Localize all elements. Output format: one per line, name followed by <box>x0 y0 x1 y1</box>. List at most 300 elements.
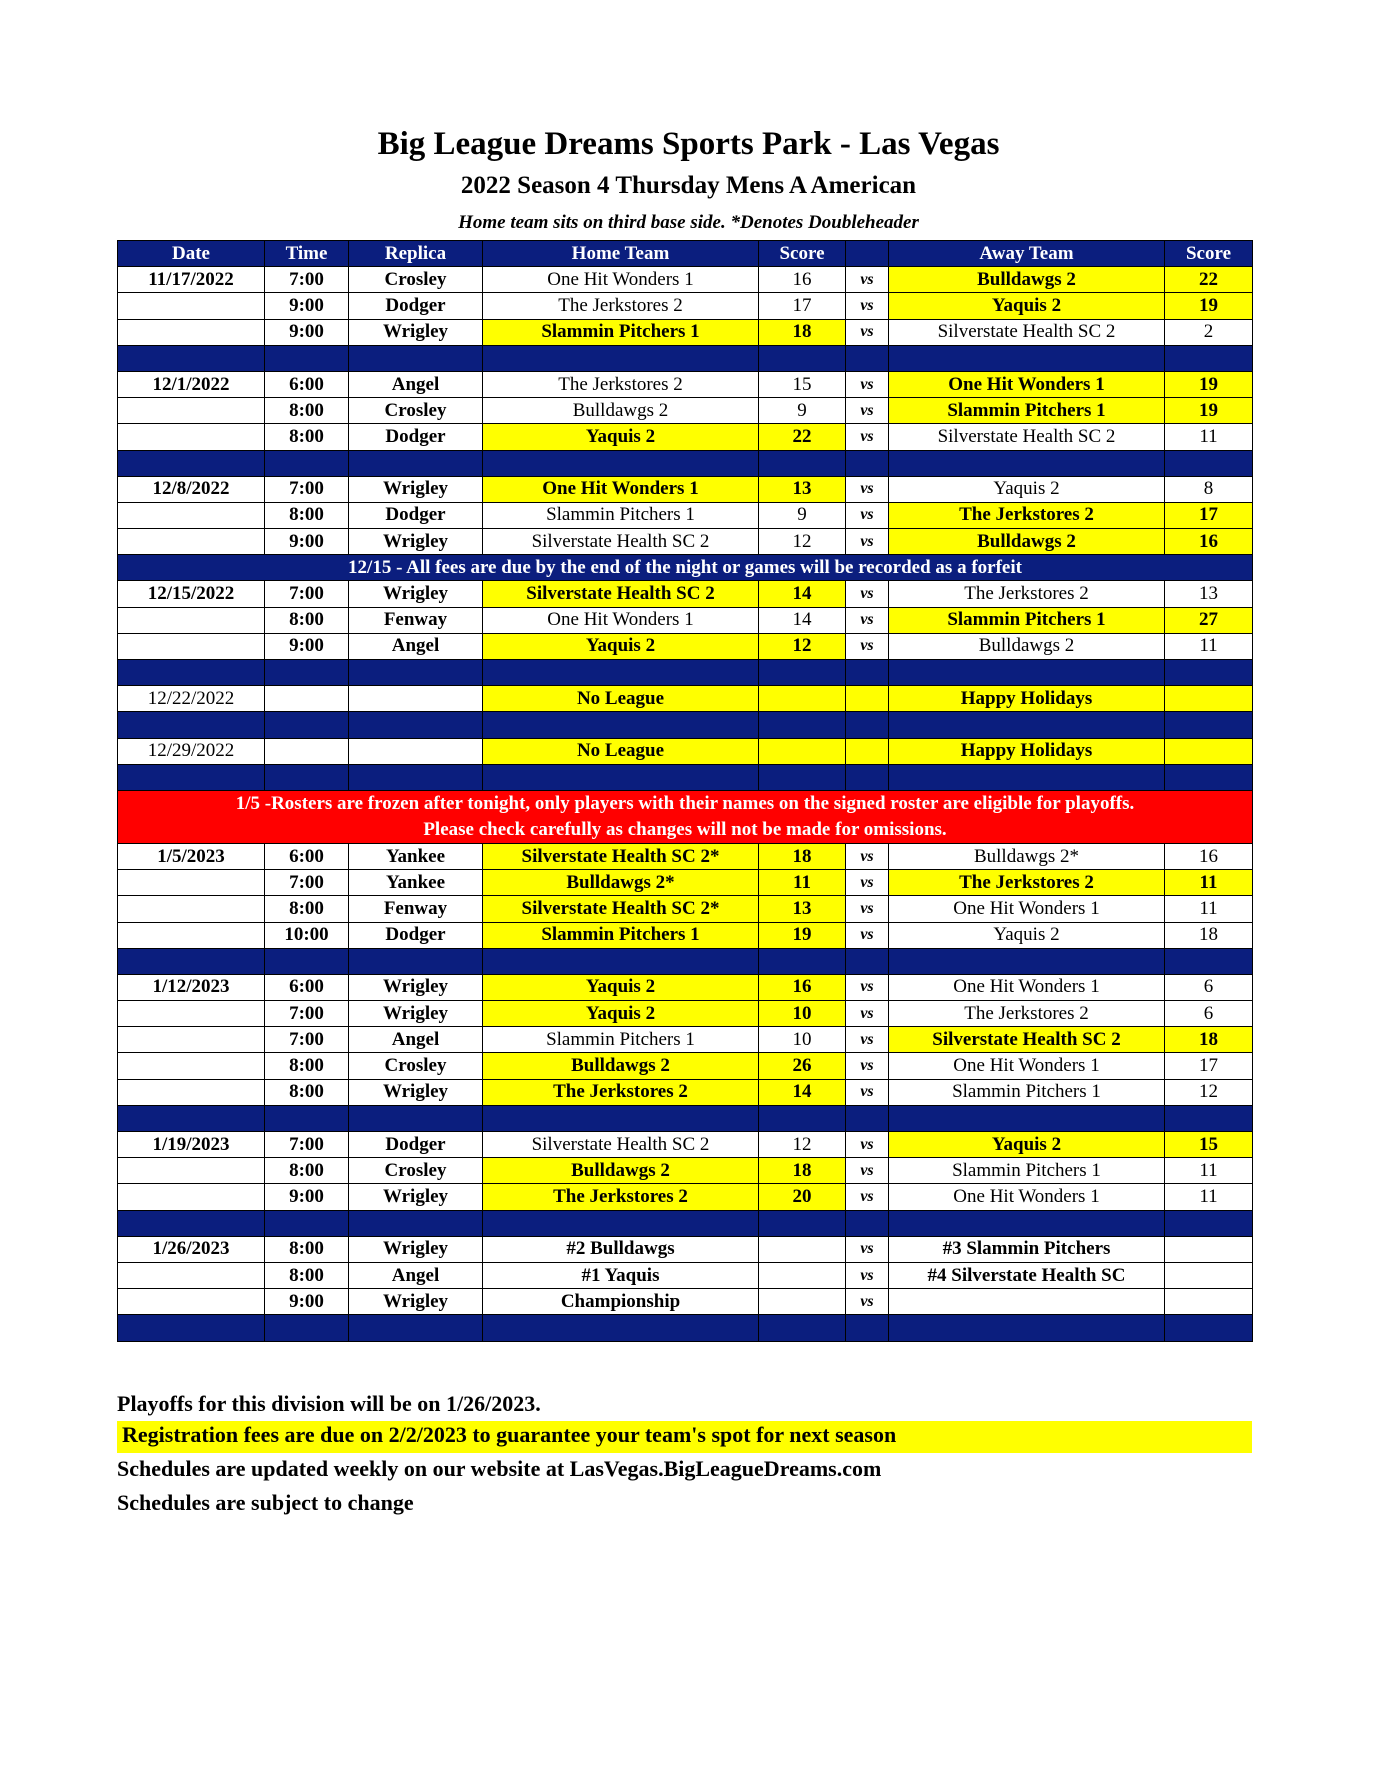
separator-cell <box>349 948 483 974</box>
home-team-cell: One Hit Wonders 1 <box>483 476 759 502</box>
website-notice: Schedules are updated weekly on our website at LasVegas.BigLeagueDreams.com <box>117 1456 882 1481</box>
away-team-cell: Bulldawgs 2 <box>889 633 1165 659</box>
separator-cell <box>1165 450 1253 476</box>
replica-cell <box>349 738 483 764</box>
time-cell: 6:00 <box>265 371 349 397</box>
home-score-cell <box>759 686 846 712</box>
vs-cell: vs <box>846 476 889 502</box>
schedule-table <box>117 240 1253 1342</box>
home-team-cell: The Jerkstores 2 <box>483 1079 759 1105</box>
date-cell <box>118 1262 265 1288</box>
vs-cell: vs <box>846 1027 889 1053</box>
away-team-cell: Yaquis 2 <box>889 476 1165 502</box>
separator-cell <box>1165 345 1253 371</box>
replica-cell: Wrigley <box>349 319 483 345</box>
home-score-cell: 12 <box>759 529 846 555</box>
header-replica: Replica <box>349 241 483 267</box>
away-score-cell: 11 <box>1165 896 1253 922</box>
table-header-row <box>118 241 1253 267</box>
separator-cell <box>118 1210 265 1236</box>
home-team-cell: Slammin Pitchers 1 <box>483 502 759 528</box>
away-score-cell <box>1165 1289 1253 1315</box>
vs-cell: vs <box>846 424 889 450</box>
separator-row <box>118 660 1253 686</box>
vs-cell: vs <box>846 1132 889 1158</box>
date-cell <box>118 1027 265 1053</box>
away-score-cell <box>1165 686 1253 712</box>
vs-cell: vs <box>846 1079 889 1105</box>
away-score-cell: 6 <box>1165 974 1253 1000</box>
date-cell: 1/26/2023 <box>118 1236 265 1262</box>
away-team-cell: One Hit Wonders 1 <box>889 371 1165 397</box>
separator-cell <box>759 1105 846 1131</box>
time-cell: 9:00 <box>265 1289 349 1315</box>
header-home-score: Score <box>759 241 846 267</box>
header-date: Date <box>118 241 265 267</box>
date-cell: 12/29/2022 <box>118 738 265 764</box>
home-team-cell: Bulldawgs 2 <box>483 1053 759 1079</box>
home-score-cell <box>759 1289 846 1315</box>
vs-cell: vs <box>846 1001 889 1027</box>
replica-cell: Crosley <box>349 1158 483 1184</box>
separator-cell <box>118 1315 265 1341</box>
home-score-cell: 18 <box>759 319 846 345</box>
home-score-cell: 11 <box>759 870 846 896</box>
separator-cell <box>759 660 846 686</box>
away-team-cell: Yaquis 2 <box>889 293 1165 319</box>
home-score-cell <box>759 738 846 764</box>
page-title: Big League Dreams Sports Park - Las Vegas <box>377 126 1000 162</box>
away-score-cell: 19 <box>1165 293 1253 319</box>
away-score-cell: 11 <box>1165 424 1253 450</box>
vs-cell: vs <box>846 581 889 607</box>
separator-row <box>118 450 1253 476</box>
separator-cell <box>1165 712 1253 738</box>
playoff-notice: Playoffs for this division will be on 1/26/2023. <box>117 1391 541 1416</box>
away-team-cell: Bulldawgs 2* <box>889 843 1165 869</box>
separator-cell <box>889 450 1165 476</box>
notice-line: 12/15 - All fees are due by the end of the night or games will be recorded as a forfeit <box>348 556 1022 578</box>
separator-cell <box>759 1210 846 1236</box>
home-team-cell: Slammin Pitchers 1 <box>483 1027 759 1053</box>
home-team-cell: Yaquis 2 <box>483 974 759 1000</box>
home-team-cell: One Hit Wonders 1 <box>483 607 759 633</box>
vs-cell: vs <box>846 896 889 922</box>
replica-cell: Wrigley <box>349 529 483 555</box>
home-team-cell: Bulldawgs 2 <box>483 398 759 424</box>
home-score-cell: 13 <box>759 896 846 922</box>
game-row <box>118 974 1253 1000</box>
replica-cell: Wrigley <box>349 1079 483 1105</box>
vs-cell <box>846 686 889 712</box>
replica-cell: Yankee <box>349 843 483 869</box>
home-score-cell: 16 <box>759 974 846 1000</box>
separator-cell <box>265 660 349 686</box>
game-row <box>118 371 1253 397</box>
separator-cell <box>759 1315 846 1341</box>
separator-cell <box>349 712 483 738</box>
home-score-cell: 19 <box>759 922 846 948</box>
header-away-score: Score <box>1165 241 1253 267</box>
separator-cell <box>889 712 1165 738</box>
date-cell <box>118 870 265 896</box>
replica-cell: Angel <box>349 633 483 659</box>
away-team-cell: Silverstate Health SC 2 <box>889 1027 1165 1053</box>
separator-cell <box>483 450 759 476</box>
game-row <box>118 502 1253 528</box>
time-cell: 8:00 <box>265 1236 349 1262</box>
replica-cell: Dodger <box>349 502 483 528</box>
vs-cell <box>846 738 889 764</box>
game-row <box>118 843 1253 869</box>
separator-cell <box>889 1315 1165 1341</box>
separator-cell <box>265 1105 349 1131</box>
game-row <box>118 1184 1253 1210</box>
away-score-cell: 8 <box>1165 476 1253 502</box>
away-team-cell: Silverstate Health SC 2 <box>889 319 1165 345</box>
vs-cell: vs <box>846 607 889 633</box>
separator-cell <box>846 1210 889 1236</box>
vs-cell: vs <box>846 529 889 555</box>
separator-cell <box>889 948 1165 974</box>
replica-cell: Crosley <box>349 267 483 293</box>
time-cell: 7:00 <box>265 1027 349 1053</box>
separator-cell <box>483 764 759 790</box>
vs-cell: vs <box>846 1289 889 1315</box>
away-team-cell: The Jerkstores 2 <box>889 581 1165 607</box>
home-score-cell <box>759 1262 846 1288</box>
vs-cell: vs <box>846 1053 889 1079</box>
change-notice: Schedules are subject to change <box>117 1490 414 1515</box>
home-team-cell: The Jerkstores 2 <box>483 1184 759 1210</box>
separator-cell <box>759 948 846 974</box>
game-row <box>118 1027 1253 1053</box>
replica-cell: Fenway <box>349 607 483 633</box>
notice-row <box>118 555 1253 581</box>
vs-cell: vs <box>846 633 889 659</box>
date-cell <box>118 1184 265 1210</box>
schedule-note: Home team sits on third base side. *Denotes Doubleheader <box>458 212 919 233</box>
separator-row <box>118 1210 1253 1236</box>
away-score-cell: 6 <box>1165 1001 1253 1027</box>
away-score-cell: 2 <box>1165 319 1253 345</box>
replica-cell: Fenway <box>349 896 483 922</box>
home-team-cell: Silverstate Health SC 2* <box>483 896 759 922</box>
date-cell: 12/8/2022 <box>118 476 265 502</box>
time-cell: 9:00 <box>265 529 349 555</box>
game-row <box>118 293 1253 319</box>
home-score-cell: 10 <box>759 1027 846 1053</box>
replica-cell: Wrigley <box>349 1289 483 1315</box>
away-team-cell: Slammin Pitchers 1 <box>889 1158 1165 1184</box>
date-cell <box>118 1079 265 1105</box>
home-score-cell: 18 <box>759 843 846 869</box>
time-cell: 9:00 <box>265 633 349 659</box>
separator-cell <box>483 1315 759 1341</box>
time-cell: 7:00 <box>265 870 349 896</box>
notice-row <box>118 790 1253 843</box>
game-row <box>118 870 1253 896</box>
replica-cell: Yankee <box>349 870 483 896</box>
home-team-cell: Silverstate Health SC 2 <box>483 1132 759 1158</box>
game-row <box>118 424 1253 450</box>
separator-cell <box>889 660 1165 686</box>
header-home-team: Home Team <box>483 241 759 267</box>
home-score-cell: 14 <box>759 607 846 633</box>
separator-cell <box>265 450 349 476</box>
home-team-cell: Yaquis 2 <box>483 1001 759 1027</box>
replica-cell: Dodger <box>349 424 483 450</box>
time-cell: 7:00 <box>265 476 349 502</box>
home-score-cell: 9 <box>759 398 846 424</box>
date-cell <box>118 529 265 555</box>
vs-cell: vs <box>846 843 889 869</box>
home-team-cell: Silverstate Health SC 2 <box>483 529 759 555</box>
separator-cell <box>118 660 265 686</box>
vs-cell: vs <box>846 1236 889 1262</box>
away-score-cell: 17 <box>1165 1053 1253 1079</box>
separator-cell <box>349 1315 483 1341</box>
replica-cell <box>349 686 483 712</box>
vs-cell: vs <box>846 922 889 948</box>
date-cell: 11/17/2022 <box>118 267 265 293</box>
away-team-cell: One Hit Wonders 1 <box>889 896 1165 922</box>
home-score-cell: 16 <box>759 267 846 293</box>
vs-cell: vs <box>846 267 889 293</box>
date-cell <box>118 1001 265 1027</box>
date-cell: 12/22/2022 <box>118 686 265 712</box>
time-cell: 8:00 <box>265 1158 349 1184</box>
date-cell <box>118 502 265 528</box>
separator-cell <box>265 1210 349 1236</box>
separator-cell <box>846 1315 889 1341</box>
date-cell <box>118 1053 265 1079</box>
header-away-team: Away Team <box>889 241 1165 267</box>
game-row <box>118 398 1253 424</box>
separator-cell <box>846 660 889 686</box>
date-cell <box>118 922 265 948</box>
away-score-cell: 19 <box>1165 398 1253 424</box>
replica-cell: Wrigley <box>349 1236 483 1262</box>
home-team-cell: No League <box>483 738 759 764</box>
separator-cell <box>846 1105 889 1131</box>
separator-cell <box>483 660 759 686</box>
separator-cell <box>759 764 846 790</box>
holiday-row <box>118 686 1253 712</box>
away-team-cell: The Jerkstores 2 <box>889 502 1165 528</box>
header-time: Time <box>265 241 349 267</box>
away-score-cell: 22 <box>1165 267 1253 293</box>
home-score-cell: 14 <box>759 1079 846 1105</box>
away-score-cell: 11 <box>1165 870 1253 896</box>
separator-cell <box>349 450 483 476</box>
playoff-row <box>118 1262 1253 1288</box>
home-score-cell: 26 <box>759 1053 846 1079</box>
home-team-cell: One Hit Wonders 1 <box>483 267 759 293</box>
separator-cell <box>1165 948 1253 974</box>
away-team-cell: #4 Silverstate Health SC <box>889 1262 1165 1288</box>
away-score-cell: 11 <box>1165 1158 1253 1184</box>
home-score-cell: 9 <box>759 502 846 528</box>
date-cell: 12/15/2022 <box>118 581 265 607</box>
separator-cell <box>349 345 483 371</box>
date-cell <box>118 293 265 319</box>
separator-cell <box>846 345 889 371</box>
separator-cell <box>349 1105 483 1131</box>
home-score-cell: 12 <box>759 1132 846 1158</box>
home-team-cell: Silverstate Health SC 2* <box>483 843 759 869</box>
date-cell: 1/19/2023 <box>118 1132 265 1158</box>
time-cell: 6:00 <box>265 974 349 1000</box>
separator-cell <box>265 1315 349 1341</box>
separator-cell <box>349 764 483 790</box>
game-row <box>118 607 1253 633</box>
game-row <box>118 1132 1253 1158</box>
game-row <box>118 896 1253 922</box>
separator-cell <box>483 1105 759 1131</box>
separator-cell <box>759 712 846 738</box>
away-team-cell: Slammin Pitchers 1 <box>889 1079 1165 1105</box>
replica-cell: Dodger <box>349 293 483 319</box>
away-score-cell: 18 <box>1165 1027 1253 1053</box>
replica-cell: Wrigley <box>349 581 483 607</box>
date-cell: 1/12/2023 <box>118 974 265 1000</box>
home-team-cell: No League <box>483 686 759 712</box>
time-cell: 8:00 <box>265 607 349 633</box>
away-score-cell: 27 <box>1165 607 1253 633</box>
vs-cell: vs <box>846 371 889 397</box>
replica-cell: Dodger <box>349 922 483 948</box>
home-team-cell: Championship <box>483 1289 759 1315</box>
away-team-cell: Bulldawgs 2 <box>889 529 1165 555</box>
away-team-cell: Yaquis 2 <box>889 1132 1165 1158</box>
separator-cell <box>349 1210 483 1236</box>
notice-text <box>118 790 1253 843</box>
separator-cell <box>118 764 265 790</box>
away-team-cell <box>889 1289 1165 1315</box>
separator-cell <box>265 712 349 738</box>
time-cell: 7:00 <box>265 1132 349 1158</box>
home-score-cell: 14 <box>759 581 846 607</box>
away-team-cell: One Hit Wonders 1 <box>889 1053 1165 1079</box>
playoff-row <box>118 1289 1253 1315</box>
home-team-cell: Slammin Pitchers 1 <box>483 922 759 948</box>
vs-cell: vs <box>846 1262 889 1288</box>
away-team-cell: Bulldawgs 2 <box>889 267 1165 293</box>
separator-cell <box>889 764 1165 790</box>
time-cell: 8:00 <box>265 1053 349 1079</box>
away-team-cell: Silverstate Health SC 2 <box>889 424 1165 450</box>
home-team-cell: The Jerkstores 2 <box>483 293 759 319</box>
home-team-cell: #2 Bulldawgs <box>483 1236 759 1262</box>
vs-cell: vs <box>846 502 889 528</box>
home-score-cell: 17 <box>759 293 846 319</box>
away-team-cell: The Jerkstores 2 <box>889 1001 1165 1027</box>
header-vs <box>846 241 889 267</box>
home-score-cell: 20 <box>759 1184 846 1210</box>
separator-row <box>118 1105 1253 1131</box>
notice-text <box>118 555 1253 581</box>
replica-cell: Angel <box>349 1027 483 1053</box>
home-team-cell: The Jerkstores 2 <box>483 371 759 397</box>
separator-cell <box>118 1105 265 1131</box>
date-cell: 1/5/2023 <box>118 843 265 869</box>
separator-cell <box>265 764 349 790</box>
home-score-cell <box>759 1236 846 1262</box>
page-subtitle: 2022 Season 4 Thursday Mens A American <box>460 172 917 199</box>
home-score-cell: 18 <box>759 1158 846 1184</box>
home-team-cell: Bulldawgs 2 <box>483 1158 759 1184</box>
time-cell <box>265 686 349 712</box>
separator-cell <box>846 712 889 738</box>
home-score-cell: 22 <box>759 424 846 450</box>
separator-cell <box>889 345 1165 371</box>
away-team-cell: Yaquis 2 <box>889 922 1165 948</box>
vs-cell: vs <box>846 398 889 424</box>
vs-cell: vs <box>846 870 889 896</box>
game-row <box>118 319 1253 345</box>
away-score-cell: 18 <box>1165 922 1253 948</box>
separator-cell <box>1165 1210 1253 1236</box>
separator-cell <box>759 345 846 371</box>
away-score-cell: 13 <box>1165 581 1253 607</box>
time-cell: 9:00 <box>265 293 349 319</box>
date-cell <box>118 1289 265 1315</box>
time-cell: 7:00 <box>265 267 349 293</box>
away-score-cell: 16 <box>1165 843 1253 869</box>
date-cell <box>118 607 265 633</box>
separator-cell <box>118 948 265 974</box>
away-score-cell <box>1165 1262 1253 1288</box>
separator-cell <box>759 450 846 476</box>
time-cell: 8:00 <box>265 1262 349 1288</box>
away-score-cell: 15 <box>1165 1132 1253 1158</box>
vs-cell: vs <box>846 319 889 345</box>
separator-cell <box>265 948 349 974</box>
time-cell: 6:00 <box>265 843 349 869</box>
time-cell: 9:00 <box>265 319 349 345</box>
home-team-cell: Slammin Pitchers 1 <box>483 319 759 345</box>
separator-row <box>118 345 1253 371</box>
home-team-cell: Yaquis 2 <box>483 633 759 659</box>
game-row <box>118 476 1253 502</box>
notice-line: 1/5 -Rosters are frozen after tonight, only players with their names on the signed roster are eligible for playoffs. <box>235 792 1135 814</box>
separator-cell <box>846 948 889 974</box>
home-score-cell: 12 <box>759 633 846 659</box>
away-score-cell: 16 <box>1165 529 1253 555</box>
away-score-cell: 19 <box>1165 371 1253 397</box>
separator-row <box>118 1315 1253 1341</box>
replica-cell: Angel <box>349 1262 483 1288</box>
separator-cell <box>483 1210 759 1236</box>
home-score-cell: 15 <box>759 371 846 397</box>
time-cell <box>265 738 349 764</box>
game-row <box>118 1053 1253 1079</box>
replica-cell: Crosley <box>349 1053 483 1079</box>
date-cell <box>118 424 265 450</box>
separator-cell <box>483 345 759 371</box>
away-team-cell: Slammin Pitchers 1 <box>889 607 1165 633</box>
separator-cell <box>889 1210 1165 1236</box>
replica-cell: Crosley <box>349 398 483 424</box>
separator-cell <box>846 450 889 476</box>
vs-cell: vs <box>846 293 889 319</box>
date-cell <box>118 398 265 424</box>
vs-cell: vs <box>846 1184 889 1210</box>
date-cell <box>118 896 265 922</box>
replica-cell: Wrigley <box>349 974 483 1000</box>
time-cell: 7:00 <box>265 1001 349 1027</box>
